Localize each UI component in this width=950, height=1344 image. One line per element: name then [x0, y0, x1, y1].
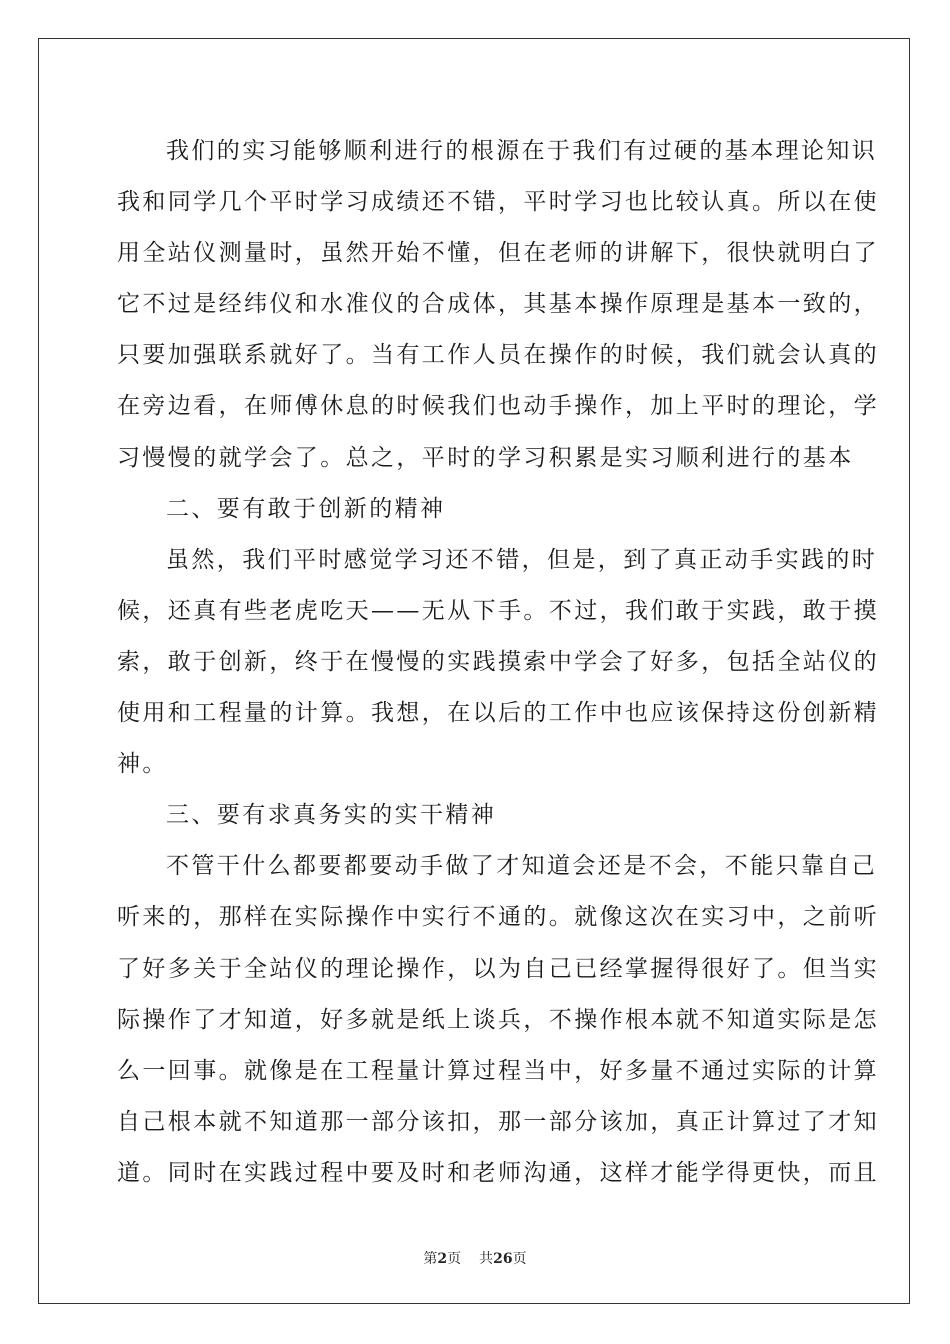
- text-line: 我和同学几个平时学习成绩还不错，平时学习也比较认真。所以在使: [117, 189, 879, 216]
- text-line: 际操作了才知道，好多就是纸上谈兵，不操作根本就不知道实际是怎: [117, 1006, 879, 1033]
- text-line: 听来的，那样在实际操作中实行不通的。就像这次在实习中，之前听: [117, 904, 879, 931]
- text-line: 二、要有敢于创新的精神: [166, 495, 446, 522]
- text-line: 神。: [117, 751, 168, 778]
- text-line: 三、要有求真务实的实干精神: [166, 802, 497, 829]
- text-line: 候，还真有些老虎吃天——无从下手。不过，我们敢于实践，敢于摸: [117, 597, 879, 624]
- text-line: 我们的实习能够顺利进行的根源在于我们有过硬的基本理论知识: [166, 138, 878, 164]
- text-line: 用全站仪测量时，虽然开始不懂，但在老师的讲解下，很快就明白了: [117, 240, 879, 267]
- text-line: 它不过是经纬仪和水准仪的合成体，其基本操作原理是基本一致的，: [117, 291, 879, 318]
- document-body: [117, 126, 879, 1199]
- text-line: 自己根本就不知道那一部分该扣，那一部分该加，真正计算过了才知: [117, 1108, 879, 1135]
- page-footer: [0, 1248, 950, 1268]
- text-line: 索，敢于创新，终于在慢慢的实践摸索中学会了好多，包括全站仪的: [117, 648, 879, 675]
- text-line: 了好多关于全站仪的理论操作，以为自己已经掌握得很好了。但当实: [117, 955, 879, 982]
- page-prefix: 第: [423, 1251, 438, 1267]
- text-line: 在旁边看，在师傅休息的时候我们也动手操作，加上平时的理论，学: [117, 393, 879, 420]
- text-line: 道。同时在实践过程中要及时和老师沟通，这样才能学得更快，而且: [117, 1159, 879, 1186]
- text-line: 么一回事。就像是在工程量计算过程当中，好多量不通过实际的计算: [117, 1057, 879, 1084]
- text-line: 不管干什么都要都要动手做了才知道会还是不会，不能只靠自己: [166, 853, 878, 880]
- text-line: 使用和工程量的计算。我想，在以后的工作中也应该保持这份创新精: [117, 700, 879, 727]
- page-suffix: 页: [447, 1251, 462, 1267]
- total-page-count: 26: [493, 1251, 513, 1267]
- text-line: 习慢慢的就学会了。总之，平时的学习积累是实习顺利进行的基本: [117, 444, 854, 471]
- current-page-number: 2: [437, 1251, 448, 1267]
- text-line: 只要加强联系就好了。当有工作人员在操作的时候，我们就会认真的: [117, 342, 879, 369]
- text-line: 虽然，我们平时感觉学习还不错，但是，到了真正动手实践的时: [166, 546, 878, 573]
- total-suffix: 页: [512, 1251, 527, 1267]
- total-prefix: 共: [479, 1251, 494, 1267]
